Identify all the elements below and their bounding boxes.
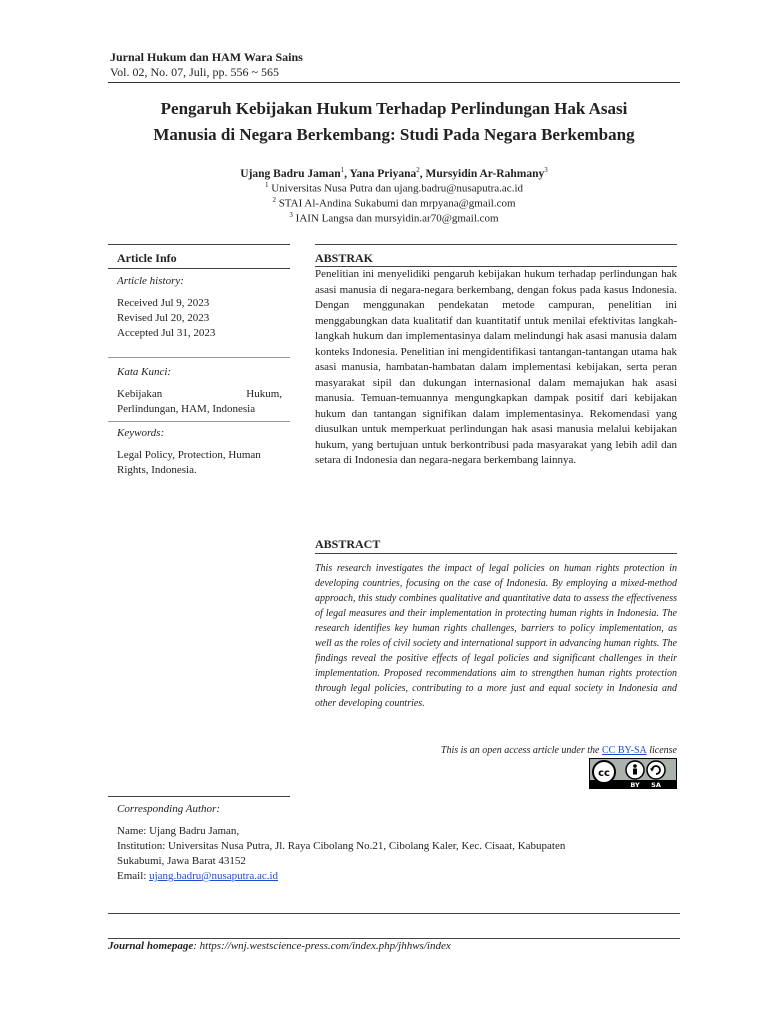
affiliation-text: IAIN Langsa dan mursyidin.ar70@gmail.com xyxy=(295,212,499,225)
kata-kunci-line-2: Perlindungan, HAM, Indonesia xyxy=(117,403,256,415)
keywords-label: Keywords: xyxy=(117,427,165,439)
title-line-1: Pengaruh Kebijakan Hukum Terhadap Perlindungan Hak Asasi xyxy=(160,99,628,118)
author-sup: 3 xyxy=(544,166,548,174)
author-list xyxy=(108,166,680,180)
corresponding-top-rule xyxy=(108,796,290,797)
section-divider xyxy=(108,421,290,422)
author-name: Yana Priyana xyxy=(349,167,417,180)
email-label: Email: xyxy=(117,870,150,882)
badge-by-text: BY xyxy=(630,781,640,788)
svg-text:cc: cc xyxy=(598,768,610,779)
journal-name: Jurnal Hukum dan HAM Wara Sains xyxy=(110,50,303,64)
affiliation-1 xyxy=(108,181,680,195)
journal-homepage xyxy=(108,940,451,952)
article-info-top-rule xyxy=(108,244,290,245)
abstract-text: This research investigates the impact of legal policies on human rights protection in developing countries, focusing on the case of Indonesia. By employing a mixed-method approach, this study combines qualitative and quantitative data to assess the effectiveness of legal measures and their implementation in protecting human rights in Indonesia. The research identifies key human rights challenges, barriers to policy implementation, as well as the roles of civil society and international support in advancing human rights. The findings reveal the positive effects of legal policies and significant challenges in their implementation. Proposed recommendations aim to strengthen human rights protection through legal policies, contributing to a more just and equal society in Indonesia and other developing countries. xyxy=(315,563,677,709)
corresponding-institution-2: Sukabumi, Jawa Barat 43152 xyxy=(117,855,246,867)
journal-homepage-url[interactable]: : https://wnj.westscience-press.com/index.php/jhhws/index xyxy=(193,940,451,952)
corresponding-email-row xyxy=(117,870,278,882)
license-notice xyxy=(315,745,677,756)
affiliation-sup: 3 xyxy=(289,211,293,219)
affiliation-3 xyxy=(108,211,680,225)
affiliation-text: Universitas Nusa Putra dan ujang.badru@nusaputra.ac.id xyxy=(271,182,523,195)
affiliation-sup: 1 xyxy=(264,181,269,189)
cc-by-sa-badge[interactable] xyxy=(589,758,677,789)
keywords-line-1: Legal Policy, Protection, Human xyxy=(117,449,261,461)
corresponding-label: Corresponding Author: xyxy=(117,803,220,815)
badge-sa-text: SA xyxy=(651,781,661,788)
article-history-label: Article history: xyxy=(117,275,184,287)
accepted-date: Accepted Jul 31, 2023 xyxy=(117,327,216,339)
corresponding-name: Name: Ujang Badru Jaman, xyxy=(117,825,240,837)
journal-homepage-label: Journal homepage xyxy=(108,940,194,952)
section-divider xyxy=(108,357,290,358)
sa-share-icon xyxy=(647,761,665,779)
kata-kunci-line-1: Kebijakan Hukum, xyxy=(117,388,282,400)
paper-title xyxy=(108,96,680,148)
abstrak-heading: ABSTRAK xyxy=(315,251,374,265)
volume-info: Vol. 02, No. 07, Juli, pp. 556 ~ 565 xyxy=(110,65,279,79)
header-divider xyxy=(108,82,680,83)
author-name: Mursyidin Ar-Rahmany xyxy=(425,167,545,180)
author-separator: , xyxy=(344,167,350,180)
footer-rule xyxy=(108,938,680,939)
abstrak-text: Penelitian ini menyelidiki pengaruh kebijakan hukum terhadap perlindungan hak asasi manusia di negara-negara berkembang, dengan fokus pada kasus Indonesia. Dengan menggunakan pendekatan metode campuran, penelitian ini menggabungkan data kualitatif dan kuantitatif untuk menilai efektivitas langkah-langkah hukum dan implementasinya dalam melindungi hak asasi manusia dalam konteks Indonesia. Penelitian ini mengidentifikasi tantangan-tantangan utama hak asasi manusia, hambatan-hambatan dalam implementasi kebijakan, serta peran masyarakat sipil dan dukungan internasional dalam memajukan hak asasi manusia. Temuan-temuannya mengungkapkan dampak positif dari kebijakan hukum dan tantangan signifikan dalam implementasinya. Rekomendasi yang diusulkan untuk memperkuat perlindungan hak asasi manusia melalui kebijakan hukum, yang bertujuan untuk berkontribusi pada masyarakat yang lebih adil dan setara di Indonesia dan negara-negara berkembang lainnya. xyxy=(315,268,677,466)
license-prefix: This is an open access article under the xyxy=(440,745,602,756)
received-date: Received Jul 9, 2023 xyxy=(117,297,210,309)
license-suffix: license xyxy=(646,745,677,756)
abstrak-top-rule xyxy=(315,244,677,245)
affiliation-sup: 2 xyxy=(272,196,276,204)
cc-by-sa-link[interactable]: CC BY-SA xyxy=(601,745,647,756)
author-separator: , xyxy=(419,167,426,180)
article-info-rule xyxy=(108,268,290,269)
bottom-rule xyxy=(108,913,680,914)
author-sup: 2 xyxy=(416,166,420,174)
kata-kunci-label: Kata Kunci: xyxy=(117,366,172,378)
corresponding-email-link[interactable]: ujang.badru@nusaputra.ac.id xyxy=(149,870,279,882)
article-info-heading: Article Info xyxy=(117,251,177,265)
abstract-rule xyxy=(315,553,677,554)
affiliation-text: STAI Al-Andina Sukabumi dan mrpyana@gmail.com xyxy=(278,197,516,210)
author-sup: 1 xyxy=(340,166,345,174)
abstract-heading: ABSTRACT xyxy=(315,537,381,551)
affiliation-2 xyxy=(108,196,680,210)
keywords-line-2: Rights, Indonesia. xyxy=(117,464,197,476)
title-line-2: Manusia di Negara Berkembang: Studi Pada Negara Berkembang xyxy=(153,125,635,144)
cc-badge-graphic xyxy=(590,759,676,788)
corresponding-institution-1: Institution: Universitas Nusa Putra, Jl. Raya Cibolang No.21, Cibolang Kaler, Kec. Cisaat, Kabupaten xyxy=(117,840,566,852)
revised-date: Revised Jul 20, 2023 xyxy=(117,312,210,324)
author-name: Ujang Badru Jaman xyxy=(240,167,341,180)
